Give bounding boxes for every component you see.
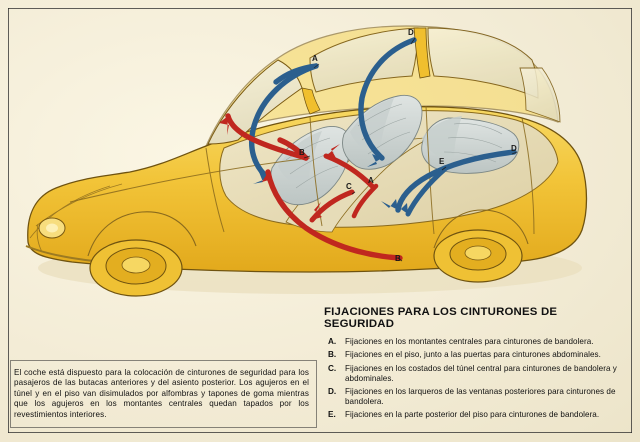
legend-text-d: Fijaciones en los larqueros de las ventanas posteriores para cinturones de bandolera. — [345, 386, 616, 406]
frame-bottom — [8, 432, 632, 433]
figure-title: FIJACIONES PARA LOS CINTURONES DE SEGURIDAD — [324, 306, 558, 330]
legend-text-c: Fijaciones en los costados del túnel central para cinturones de bandolera y abdominales. — [345, 363, 617, 383]
legend-text-b: Fijaciones en el piso, junto a las puertas para cinturones abdominales. — [345, 350, 601, 360]
callout-a-2: A — [368, 176, 374, 185]
legend-key-a: A. — [328, 337, 337, 346]
legend-text-a: Fijaciones en los montantes centrales para cinturones de bandolera. — [345, 337, 594, 346]
caption-text: El coche está dispuesto para la colocación de cinturones de seguridad para los pasajeros de las butacas anteriores y del asiento posterior. Los agujeros en el túnel y en el piso van disimulados por alfombras y tapones de goma mientras que los agujeros en los montantes centrales quedan tapados por los revestimientos interiores. — [14, 368, 309, 419]
legend-item-d — [324, 387, 624, 407]
legend-text-e: Fijaciones en la parte posterior del piso para cinturones de bandolera. — [345, 410, 600, 419]
legend-key-c: C. — [328, 363, 337, 373]
frame-right — [631, 8, 632, 433]
frame-left — [8, 8, 9, 433]
legend-key-b: B. — [328, 350, 337, 360]
legend-key-e: E. — [328, 410, 336, 419]
callout-c: C — [346, 182, 352, 191]
callout-d: D — [408, 28, 414, 37]
legend-item-e — [324, 410, 624, 420]
caption-block — [14, 368, 309, 420]
legend-item-c — [324, 364, 624, 384]
car-cutaway-illustration — [10, 6, 630, 306]
callout-b-2: B — [395, 254, 401, 263]
callout-d-2: D — [511, 144, 517, 153]
callout-e: E — [439, 157, 445, 166]
callout-b: B — [299, 148, 305, 157]
legend-item-a — [324, 337, 624, 347]
legend-item-b — [324, 350, 624, 360]
legend-block — [324, 306, 624, 423]
callout-a: A — [312, 54, 318, 63]
legend-key-d: D. — [328, 386, 337, 396]
